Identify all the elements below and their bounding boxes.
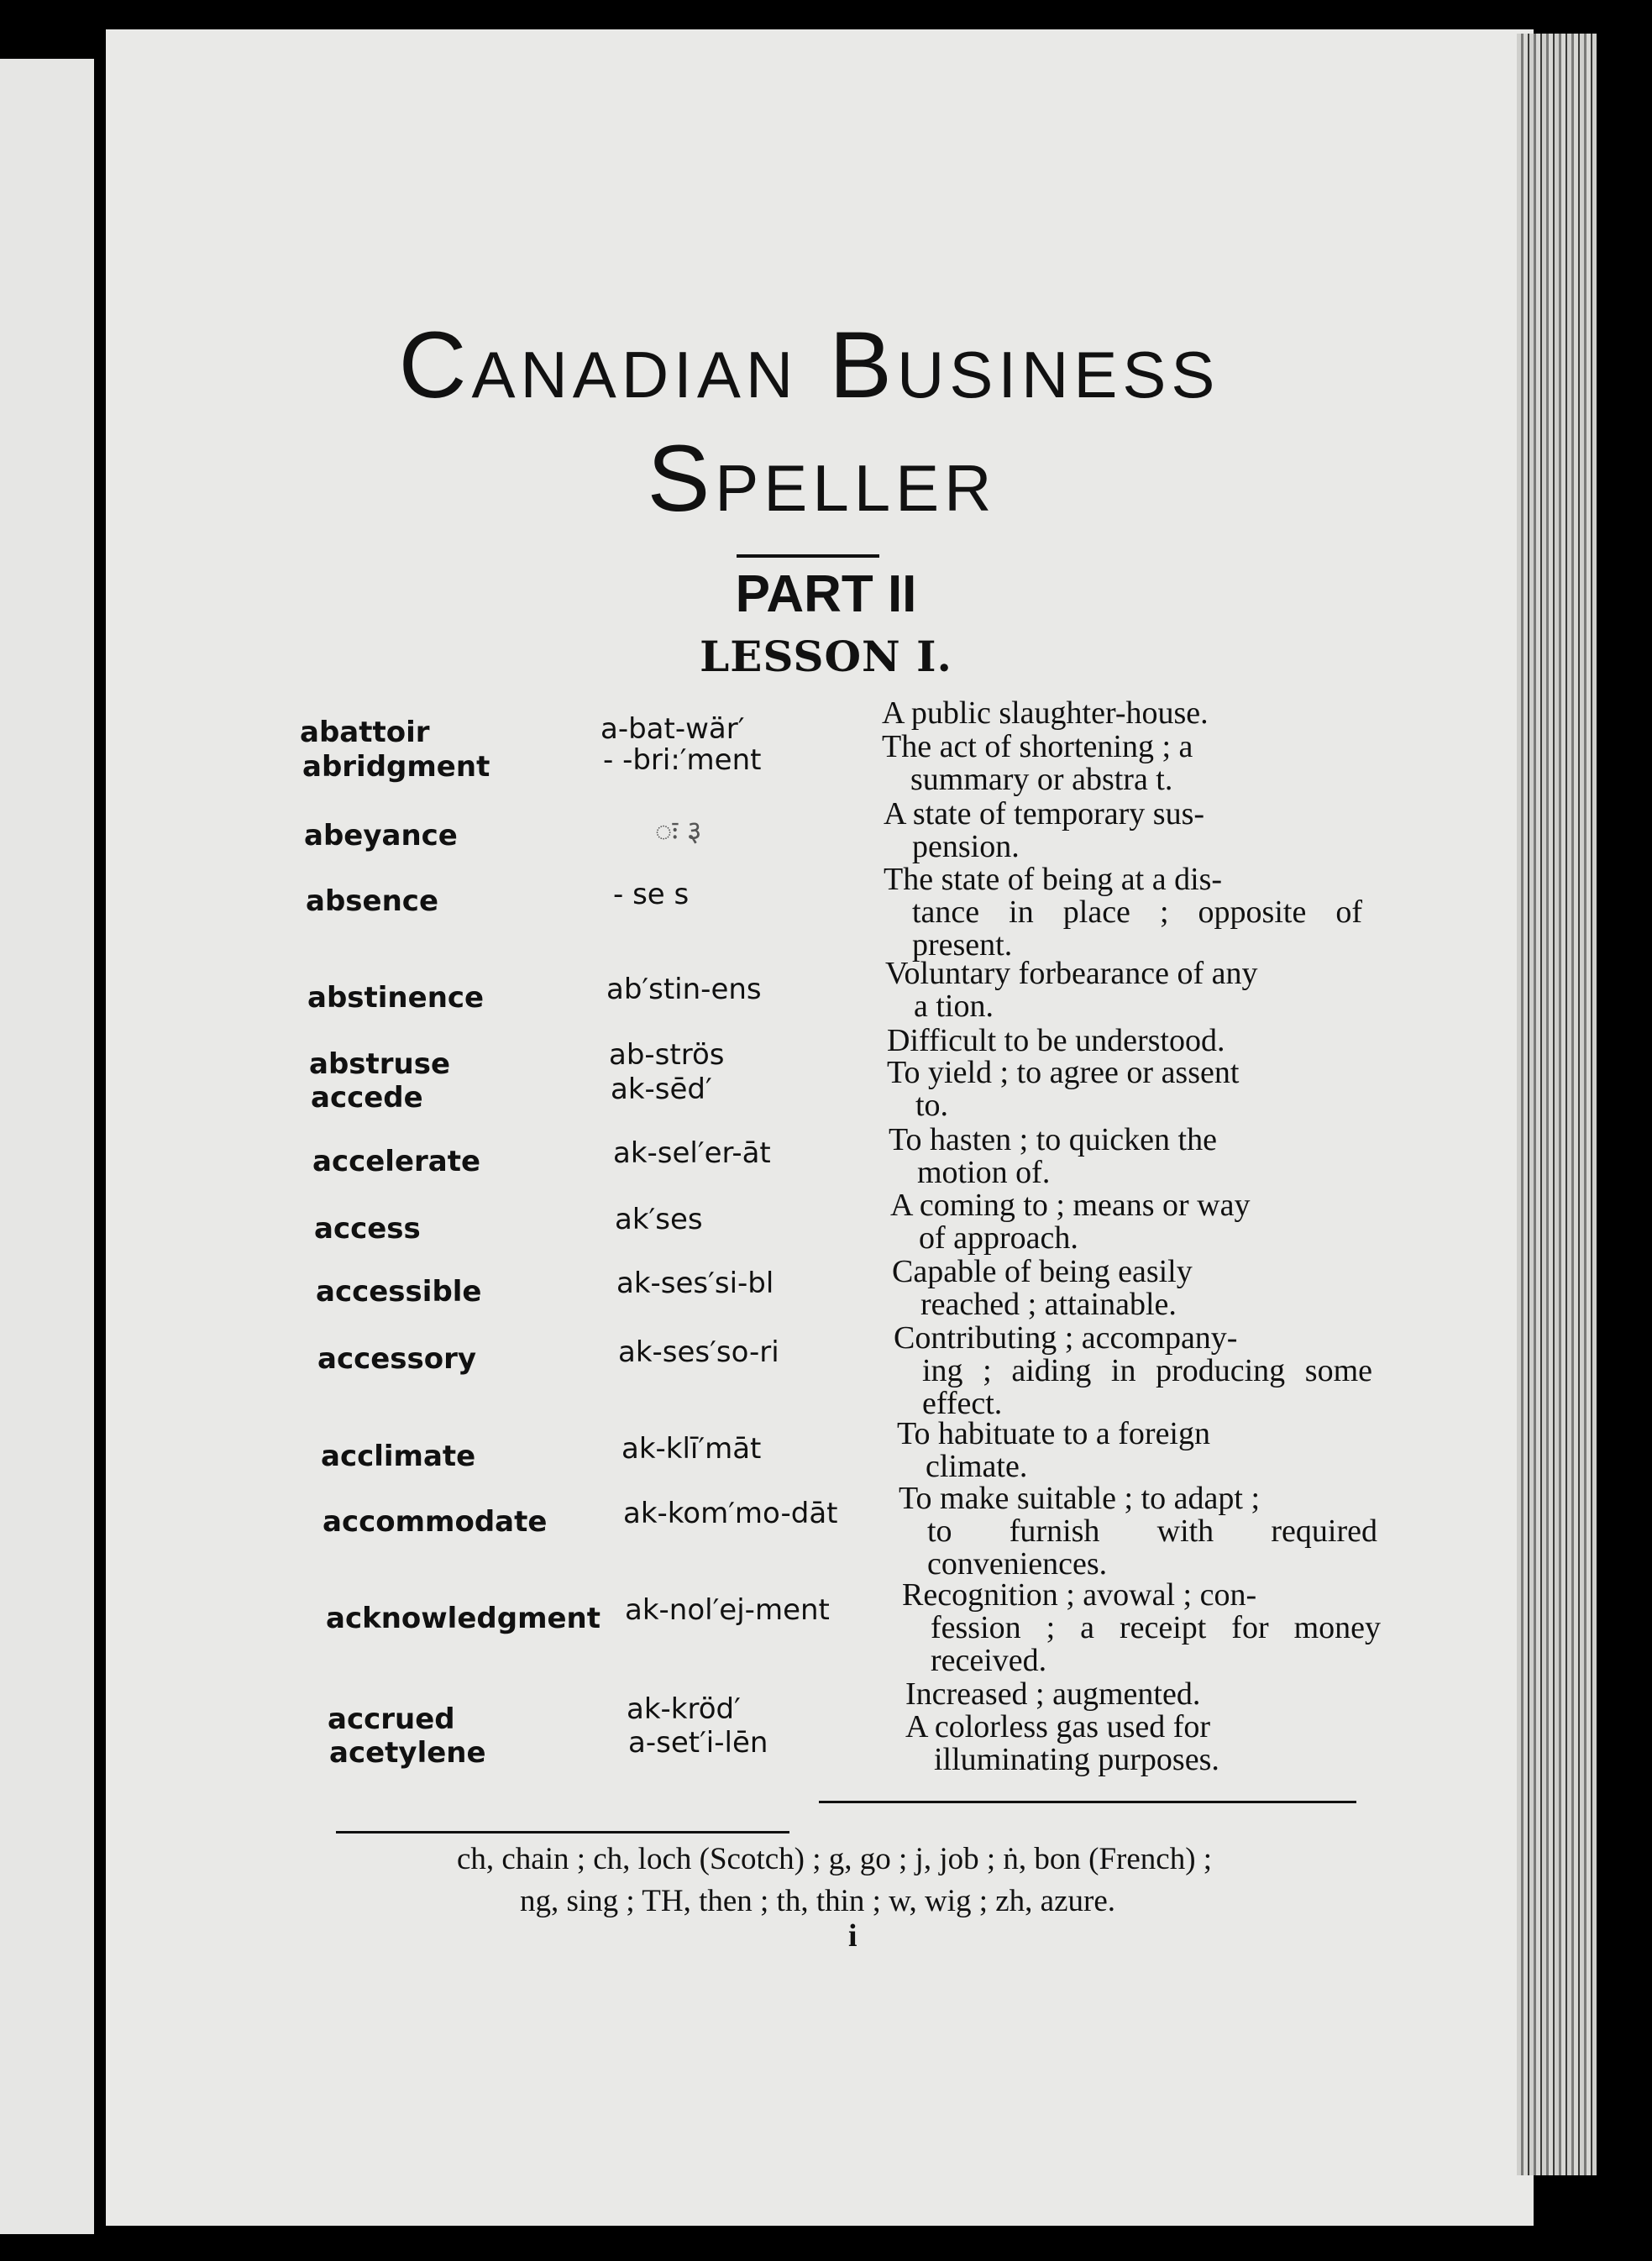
entry-word: absence: [306, 884, 438, 918]
entry-pronunciation: ः ३: [655, 815, 702, 848]
footer-rule-left: [336, 1831, 789, 1833]
entry-definition: A colorless gas used for illuminating purposes.: [905, 1709, 1219, 1777]
entry-definition: To make suitable ; to adapt ; to furnish with required conveniences.: [899, 1481, 1377, 1582]
entry-word: access: [314, 1212, 421, 1246]
footer-rule-right: [819, 1801, 1356, 1803]
entry-definition: The state of being at a dis- tance in place ; opposite of present.: [884, 862, 1362, 963]
title-rule: [737, 554, 879, 558]
entry-pronunciation: ak-sēd′: [611, 1073, 712, 1106]
entry-pronunciation: ak-ses′so-ri: [618, 1335, 779, 1369]
entry-definition: Recognition ; avowal ; con- fession ; a receipt for money received.: [902, 1577, 1381, 1678]
entry-word: abeyance: [304, 819, 458, 852]
entry-pronunciation: ak-nol′ej-ment: [625, 1593, 830, 1627]
entry-word: abridgment: [302, 750, 490, 784]
entry-definition: A public slaughter-house.: [882, 695, 1209, 731]
entry-word: accommodate: [323, 1505, 548, 1539]
entry-definition: Capable of being easily reached ; attainable.: [892, 1254, 1193, 1322]
entry-definition: To yield ; to agree or assent to.: [887, 1055, 1240, 1123]
entry-definition: To hasten ; to quicken the motion of.: [889, 1122, 1217, 1190]
pronunciation-key-line-2: ng, sing ; TH, then ; th, thin ; w, wig ; zh, azure.: [519, 1884, 1116, 1918]
entry-pronunciation: ak-kom′mo-dāt: [623, 1497, 838, 1530]
lesson-heading: LESSON I.: [700, 632, 952, 681]
entry-pronunciation: ak-ses′si-bl: [616, 1267, 774, 1300]
entry-word: acclimate: [321, 1440, 476, 1473]
entry-definition: The act of shortening ; a summary or abstra t.: [882, 729, 1193, 797]
entry-definition: To habituate to a foreign climate.: [897, 1416, 1210, 1484]
entry-word: abstruse: [309, 1047, 451, 1081]
entry-pronunciation: - -bri:′ment: [603, 743, 762, 777]
entry-pronunciation: ab′stin-ens: [606, 973, 762, 1006]
entry-word: acetylene: [329, 1736, 486, 1770]
entry-pronunciation: ak-sel′er-āt: [613, 1136, 771, 1170]
page-number: i: [848, 1918, 857, 1954]
entry-definition: A coming to ; means or way of approach.: [890, 1188, 1251, 1256]
entry-pronunciation: a-bat-wär′: [600, 712, 745, 746]
entry-definition: Difficult to be understood.: [887, 1023, 1225, 1058]
pronunciation-key-line-1: ch, chain ; ch, loch (Scotch) ; g, go ; j, job ; ṅ, bon (French) ;: [456, 1842, 1213, 1876]
entry-definition: Voluntary forbearance of any a tion.: [885, 956, 1258, 1024]
book-title-line-2: Speller: [647, 426, 997, 531]
entry-pronunciation: ab-strös: [609, 1038, 725, 1072]
entry-word: accessory: [317, 1342, 477, 1376]
entry-pronunciation: ak-kröd′: [627, 1692, 741, 1726]
entry-definition: A state of temporary sus- pension.: [884, 796, 1205, 864]
entry-pronunciation: ak′ses: [615, 1203, 703, 1236]
entry-word: abstinence: [307, 981, 485, 1015]
entry-pronunciation: ak-klī′māt: [621, 1432, 762, 1466]
entry-pronunciation: a-set′i-lēn: [628, 1726, 768, 1760]
book-title-line-1: Canadian Business: [398, 312, 1220, 417]
entry-definition: Contributing ; accompany- ing ; aiding in producing some effect.: [894, 1320, 1372, 1421]
entry-word: accede: [311, 1081, 423, 1115]
entry-word: accessible: [316, 1275, 482, 1309]
entry-word: accrued: [328, 1702, 455, 1736]
part-heading: PART II: [735, 565, 917, 623]
entry-word: accelerate: [312, 1145, 481, 1178]
entry-word: acknowledgment: [326, 1602, 601, 1635]
entry-word: abattoir: [300, 716, 430, 749]
entry-definition: Increased ; augmented.: [905, 1676, 1201, 1712]
entry-pronunciation: - se s: [613, 878, 690, 911]
